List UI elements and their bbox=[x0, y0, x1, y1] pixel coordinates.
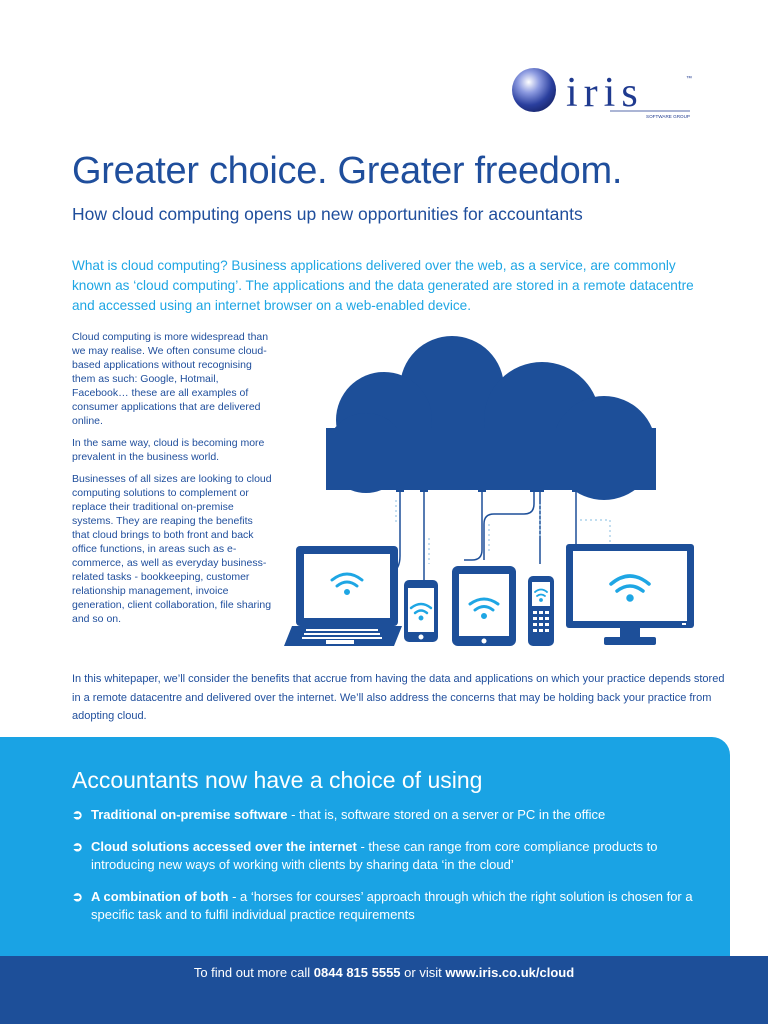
whitepaper-paragraph: In this whitepaper, we’ll consider the benefits that accrue from having the data and applications on which your practice depends stored in a remote datacentre and delivered over the internet. We’ll also address the concerns that may be holding back your practice from adopting cloud. bbox=[72, 673, 725, 722]
arrow-icon: ➲ bbox=[72, 807, 83, 822]
body-paragraph: Cloud computing is more widespread than we may realise. We often consume cloud-based applications without recognising them as such: Google, Hotmail, Facebook… these are all examples of consumer applications that are delivered online. bbox=[72, 331, 269, 427]
iris-logo-graphic bbox=[510, 66, 700, 126]
tablet-icon bbox=[452, 566, 516, 646]
laptop-icon bbox=[284, 546, 402, 646]
logo-sphere bbox=[512, 68, 556, 112]
choice-item-title: Traditional on-premise software bbox=[91, 807, 288, 822]
choices-heading: Accountants now have a choice of using bbox=[72, 767, 483, 793]
logo-trademark: ™ bbox=[686, 76, 692, 82]
cloud-icon bbox=[326, 336, 656, 500]
monitor-icon bbox=[566, 544, 694, 645]
footer-url-link[interactable]: www.iris.co.uk/cloud bbox=[445, 965, 575, 980]
logo-tagline: SOFTWARE GROUP bbox=[646, 114, 690, 119]
choice-item-combination bbox=[72, 888, 712, 923]
choice-item-cloud bbox=[72, 838, 712, 873]
intro-paragraph: What is cloud computing? Business applications delivered over the web, as a service, are commonly known as ‘cloud computing’. The applications and the data generated are stored in a remote datacentre and accessed using an internet browser on a web-enabled device. bbox=[72, 258, 694, 313]
footer-phone[interactable]: 0844 815 5555 bbox=[313, 965, 401, 980]
body-column bbox=[72, 330, 272, 634]
body-paragraph: Businesses of all sizes are looking to cloud computing solutions to complement or replace their traditional on-premise systems. They are reaping the benefits that cloud brings to both front and back office functions, in areas such as e-commerce, as well as everyday business-related tasks - bookkeeping, customer relationship management, invoice generation, client collaboration, file sharing and so on. bbox=[72, 473, 272, 625]
page-subtitle: How cloud computing opens up new opportunities for accountants bbox=[72, 204, 583, 224]
choice-item-text: - that is, software stored on a server or PC in the office bbox=[287, 807, 606, 822]
footer-middle: or visit bbox=[400, 965, 446, 980]
cloud-devices-illustration bbox=[284, 328, 704, 658]
arrow-icon: ➲ bbox=[72, 839, 83, 854]
phone-icon bbox=[404, 580, 438, 642]
choice-item-title: Cloud solutions accessed over the internet bbox=[91, 839, 357, 854]
logo-wordmark: iris bbox=[566, 70, 644, 116]
iris-logo bbox=[510, 66, 700, 126]
choice-item-on-premise bbox=[72, 806, 712, 824]
footer-prefix: To find out more call bbox=[193, 965, 314, 980]
footer-contact bbox=[0, 965, 768, 980]
arrow-icon: ➲ bbox=[72, 889, 83, 904]
page-title: Greater choice. Greater freedom. bbox=[72, 150, 623, 192]
body-paragraph: In the same way, cloud is becoming more prevalent in the business world. bbox=[72, 437, 265, 463]
mobile-phone-icon bbox=[528, 576, 554, 646]
choice-item-title: A combination of both bbox=[91, 889, 229, 904]
choice-item-text: - a ‘horses for courses’ approach through which the right solution is chosen for a specific task and to fulfil individual practice requirements bbox=[91, 889, 693, 922]
choice-item-text: - these can range from core compliance products to introducing new ways of working with clients by sharing data ‘in the cloud’ bbox=[91, 839, 658, 872]
